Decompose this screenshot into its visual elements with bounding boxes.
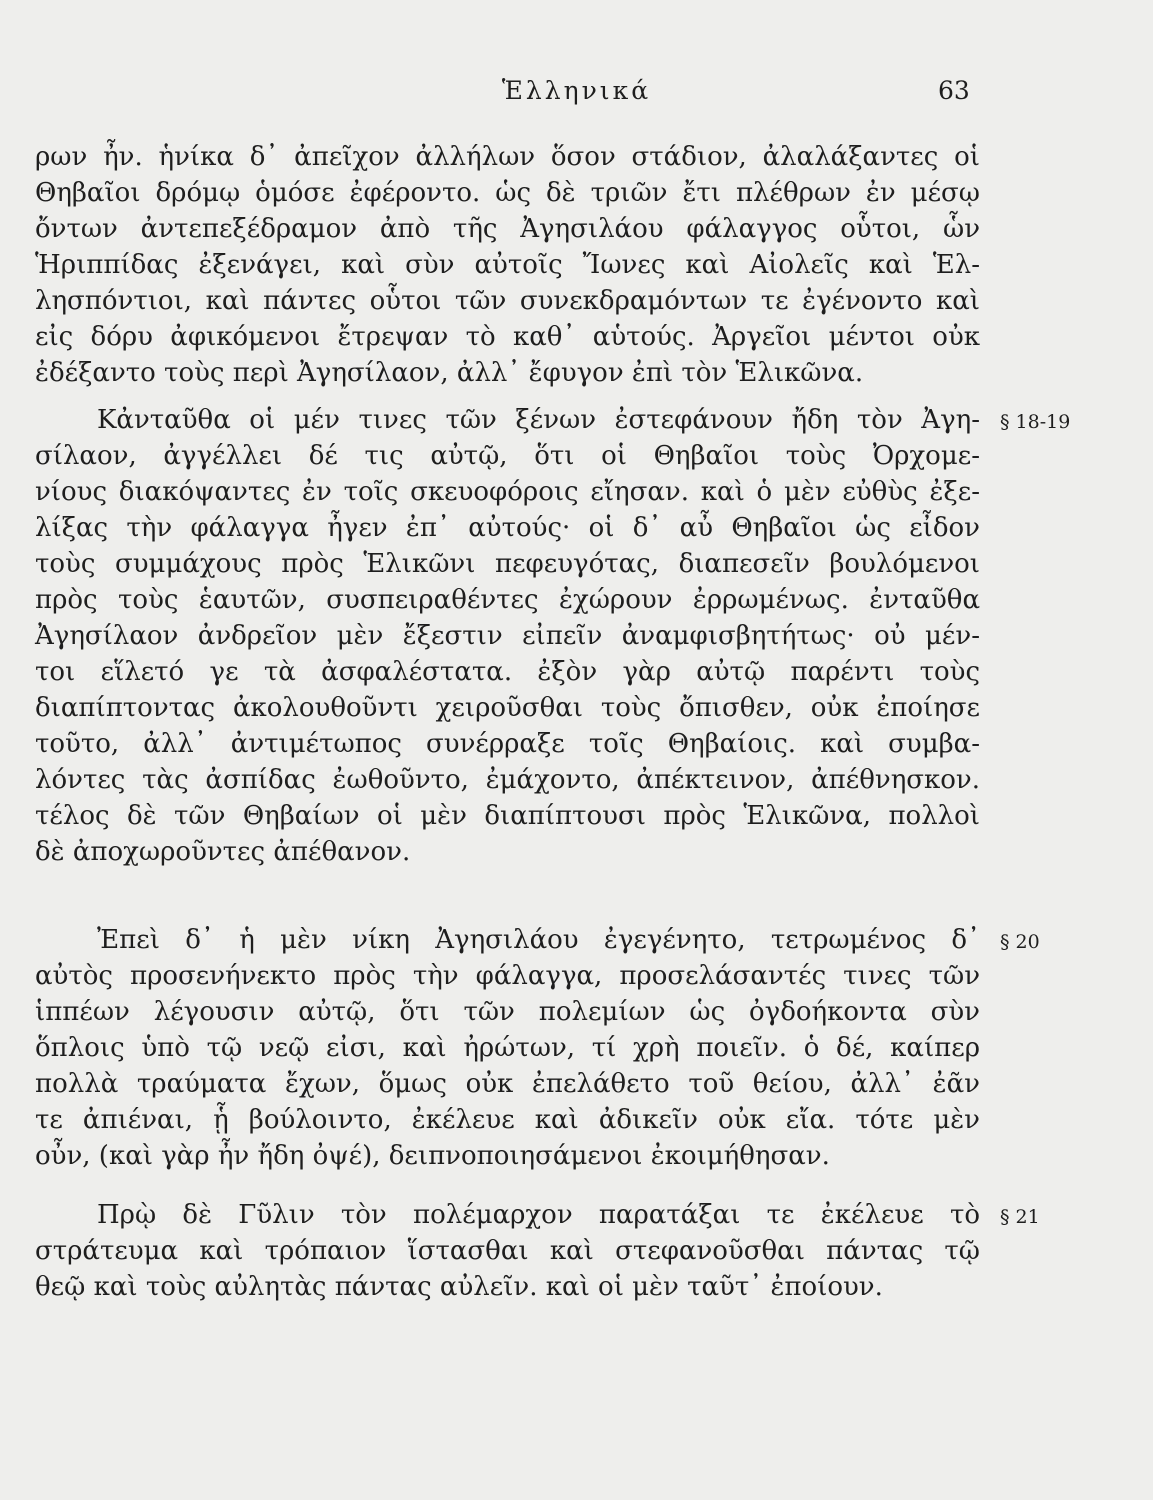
text-line: διαπίπτοντας ἀκολουθοῦντι χειροῦσθαι τοὺς ὄπισθεν, οὐκ ἐποίησε: [35, 693, 980, 723]
header-title: Ἑλληνικά: [501, 76, 652, 105]
text-line: τοῦτο, ἀλλ᾽ ἀντιμέτωπος συνέρραξε τοῖς Θηβαίοις. καὶ συμβα-: [35, 729, 980, 759]
text-line: ὅπλοις ὑπὸ τῷ νεῷ εἰσι, καὶ ἠρώτων, τί χρὴ ποιεῖν. ὁ δέ, καίπερ: [35, 1033, 980, 1063]
text-line: πρὸς τοὺς ἑαυτῶν, συσπειραθέντες ἐχώρουν ἐρρωμένως. ἐνταῦθα: [35, 585, 980, 615]
text-line: Θηβαῖοι δρόμῳ ὁμόσε ἐφέροντο. ὡς δὲ τριῶν ἔτι πλέθρων ἐν μέσῳ: [35, 178, 980, 208]
page-number: 63: [938, 76, 970, 105]
text-line: δὲ ἀποχωροῦντες ἀπέθανον.: [35, 837, 411, 867]
text-line: νίους διακόψαντες ἐν τοῖς σκευοφόροις εἴησαν. καὶ ὁ μὲν εὐθὺς ἐξε-: [35, 477, 980, 507]
text-line: ὄντων ἀντεπεξέδραμον ἀπὸ τῆς Ἀγησιλάου φάλαγγος οὗτοι, ὧν: [35, 214, 980, 244]
section-reference: § 20: [1000, 931, 1040, 953]
paragraph-first-line: Πρῲ δὲ Γῦλιν τὸν πολέμαρχον παρατάξαι τε ἐκέλευε τὸ: [97, 1200, 980, 1230]
text-line: ἐδέξαντο τοὺς περὶ Ἀγησίλαον, ἀλλ᾽ ἔφυγον ἐπὶ τὸν Ἑλικῶνα.: [35, 358, 864, 388]
text-line: λησπόντιοι, καὶ πάντες οὗτοι τῶν συνεκδραμόντων τε ἐγένοντο καὶ: [35, 286, 980, 316]
paragraph-first-line: Κἀνταῦθα οἱ μέν τινες τῶν ξένων ἐστεφάνουν ἤδη τὸν Ἀγη-: [97, 405, 980, 435]
text-line: εἰς δόρυ ἀφικόμενοι ἔτρεψαν τὸ καθ᾽ αὑτούς. Ἀργεῖοι μέντοι οὐκ: [35, 322, 980, 352]
text-line: Ἀγησίλαον ἀνδρεῖον μὲν ἔξεστιν εἰπεῖν ἀναμφισβητήτως· οὐ μέν-: [35, 621, 980, 651]
text-line: λόντες τὰς ἀσπίδας ἐωθοῦντο, ἐμάχοντο, ἀπέκτεινον, ἀπέθνησκον.: [35, 765, 980, 795]
text-line: θεῷ καὶ τοὺς αὐλητὰς πάντας αὐλεῖν. καὶ οἱ μὲν ταῦτ᾽ ἐποίουν.: [35, 1272, 883, 1302]
text-line: στράτευμα καὶ τρόπαιον ἵστασθαι καὶ στεφανοῦσθαι πάντας τῷ: [35, 1236, 980, 1266]
text-line: τοι εἵλετό γε τὰ ἀσφαλέστατα. ἐξὸν γὰρ αὐτῷ παρέντι τοὺς: [35, 657, 980, 687]
text-line: Ἡριππίδας ἐξενάγει, καὶ σὺν αὐτοῖς Ἴωνες καὶ Αἰολεῖς καὶ Ἑλ-: [35, 250, 980, 280]
section-reference: § 18-19: [1000, 411, 1071, 433]
section-reference: § 21: [1000, 1206, 1040, 1228]
text-line: τέλος δὲ τῶν Θηβαίων οἱ μὲν διαπίπτουσι πρὸς Ἑλικῶνα, πολλοὶ: [35, 801, 980, 831]
text-line: οὖν, (καὶ γὰρ ἦν ἤδη ὀψέ), δειπνοποιησάμενοι ἐκοιμήθησαν.: [35, 1141, 830, 1171]
text-line: τοὺς συμμάχους πρὸς Ἑλικῶνι πεφευγότας, διαπεσεῖν βουλόμενοι: [35, 549, 980, 579]
text-line: αὐτὸς προσενήνεκτο πρὸς τὴν φάλαγγα, προσελάσαντές τινες τῶν: [35, 961, 980, 991]
text-line: λίξας τὴν φάλαγγα ἦγεν ἐπ᾽ αὐτούς· οἱ δ᾽ αὖ Θηβαῖοι ὡς εἶδον: [35, 513, 980, 543]
text-line: σίλαον, ἀγγέλλει δέ τις αὐτῷ, ὅτι οἱ Θηβαῖοι τοὺς Ὀρχομε-: [35, 441, 980, 471]
text-line: τε ἀπιέναι, ᾗ βούλοιντο, ἐκέλευε καὶ ἀδικεῖν οὐκ εἴα. τότε μὲν: [35, 1105, 980, 1135]
text-line: ρων ἦν. ἡνίκα δ᾽ ἀπεῖχον ἀλλήλων ὅσον στάδιον, ἀλαλάξαντες οἱ: [35, 142, 980, 172]
text-line: ἱππέων λέγουσιν αὐτῷ, ὅτι τῶν πολεμίων ὡς ὀγδοήκοντα σὺν: [35, 997, 980, 1027]
text-line: πολλὰ τραύματα ἔχων, ὅμως οὐκ ἐπελάθετο τοῦ θείου, ἀλλ᾽ ἐᾶν: [35, 1069, 980, 1099]
paragraph-first-line: Ἐπεὶ δ᾽ ἡ μὲν νίκη Ἀγησιλάου ἐγεγένητο, τετρωμένος δ᾽: [97, 925, 980, 955]
